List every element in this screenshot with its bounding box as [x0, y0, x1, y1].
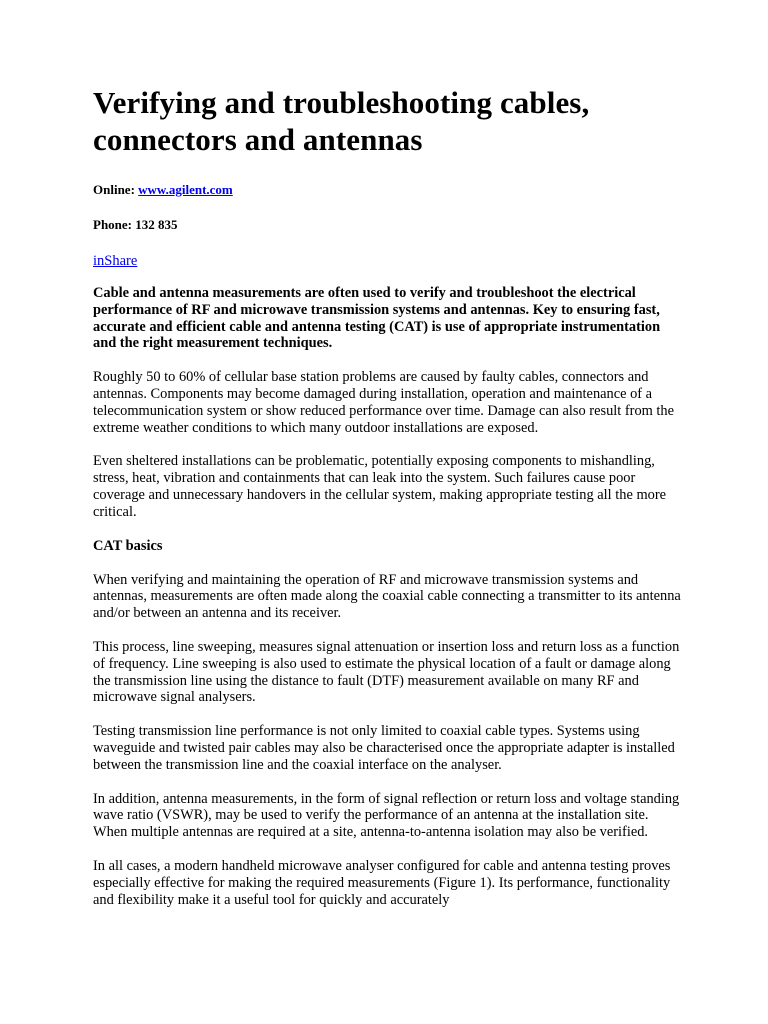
section-heading-cat-basics: CAT basics	[93, 537, 163, 554]
phone-line: Phone: 132 835	[93, 217, 178, 232]
body-paragraph-5: Testing transmission line performance is not only limited to coaxial cable types. Systems using waveguide and twisted pair cables may also be characterised once the appropriate adapter is installed between the transmission line and the coaxial interface on the analyser.	[93, 723, 675, 773]
online-line	[93, 182, 683, 198]
body-paragraph-7: In all cases, a modern handheld microwave analyser configured for cable and antenna testing proves especially effective for making the required measurements (Figure 1). Its performance, functionality and flexibility make it a useful tool for quickly and accurately	[93, 857, 671, 908]
body-paragraph-1: Roughly 50 to 60% of cellular base station problems are caused by faulty cables, connectors and antennas. Components may become damaged during installation, operation and maintenance of a telecommunication system or show reduced performance over time. Damage can also result from the extreme weather conditions to which many outdoor installations are exposed.	[93, 369, 675, 436]
lead-paragraph: Cable and antenna measurements are often used to verify and troubleshoot the electrical performance of RF and microwave transmission systems and antennas. Key to ensuring fast, accurate and efficient cable and antenna testing (CAT) is use of appropriate instrumentation and the right measurement techniques.	[93, 285, 661, 352]
body-paragraph-2: Even sheltered installations can be problematic, potentially exposing components to mishandling, stress, heat, vibration and containments that can leak into the system. Such failures cause poor coverage and unnecessary handovers in the cellular system, making appropriate testing all the more critical.	[93, 453, 667, 520]
body-paragraph-6: In addition, antenna measurements, in the form of signal reflection or return loss and voltage standing wave ratio (VSWR), may be used to verify the performance of an antenna at the installation site. When multiple antennas are required at a site, antenna-to-antenna isolation may also be verified.	[93, 790, 680, 841]
body-paragraph-3: When verifying and maintaining the operation of RF and microwave transmission systems and antennas, measurements are often made along the coaxial cable connecting a transmitter to its antenna and/or between an antenna and its receiver.	[93, 571, 681, 622]
online-label: Online:	[93, 182, 139, 197]
document-page	[93, 84, 683, 925]
agilent-link[interactable]: www.agilent.com	[138, 182, 233, 197]
body-paragraph-4: This process, line sweeping, measures signal attenuation or insertion loss and return loss as a function of frequency. Line sweeping is also used to estimate the physical location of a fault or damage along the transmission line using the distance to fault (DTF) measurement available on many RF and microwave signal analysers.	[93, 638, 680, 706]
article-title: Verifying and troubleshooting cables, connectors and antennas	[93, 85, 590, 157]
inshare-link[interactable]: inShare	[93, 253, 138, 269]
